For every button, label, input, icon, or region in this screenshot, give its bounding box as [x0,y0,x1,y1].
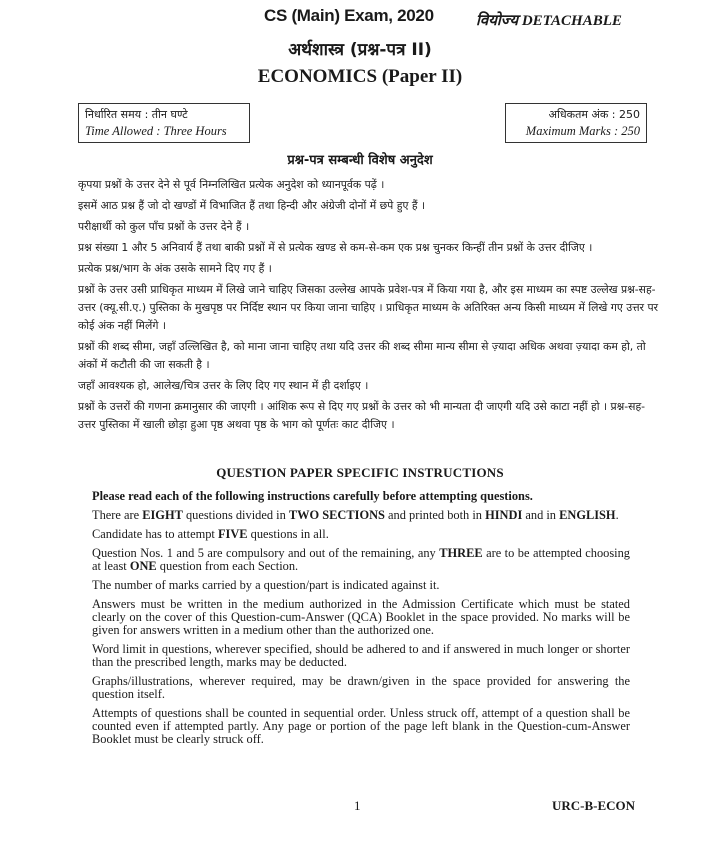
instructions-english [92,490,630,752]
page-number: 1 [354,798,361,813]
instruction-english-1: There are EIGHT questions divided in TWO SECTIONS and printed both in HINDI and in ENGLISH. [92,508,619,522]
instruction-hindi-8: जहाँ आवश्यक हो, आलेख/चित्र उत्तर के लिए दिए गए स्थान में ही दर्शाइए । [78,379,369,392]
instruction-hindi-7: प्रश्नों की शब्द सीमा, जहाँ उल्लिखित है, को माना जाना चाहिए तथा यदि उत्तर की शब्द सीमा मान्य सीमा से ज़्यादा अधिक अथवा ज़्यादा कम हो, तो अंकों में कटौती की जा सकती है । [78,340,646,371]
time-allowed-hindi: निर्धारित समय : तीन घण्टे [85,108,188,121]
time-allowed-english: Time Allowed : Three Hours [85,124,227,138]
instruction-hindi-2: इसमें आठ प्रश्न हैं जो दो खण्डों में विभाजित हैं तथा हिन्दी और अंग्रेजी दोनों में छपे हुए हैं । [78,199,426,212]
instruction-hindi-4: प्रश्न संख्या 1 और 5 अनिवार्य हैं तथा बाकी प्रश्नों में से प्रत्येक खण्ड से कम-से-कम एक प्रश्न चुनकर किन्हीं तीन प्रश्नों के उत्तर दीजिए । [78,241,593,254]
instruction-english-4: The number of marks carried by a question/part is indicated against it. [92,578,440,592]
detachable-label: वियोज्य DETACHABLE [476,13,622,29]
instruction-hindi-3: परीक्षार्थी को कुल पाँच प्रश्नों के उत्तर देने हैं । [78,220,250,233]
instructions-heading-hindi: प्रश्न-पत्र सम्बन्धी विशेष अनुदेश [287,153,433,168]
instruction-english-6: Word limit in questions, wherever specified, should be adhered to and if answered in much longer or shorter than the prescribed length, marks may be deducted. [92,642,630,669]
subject-title-hindi: अर्थशास्त्र (प्रश्न-पत्र II) [288,40,432,60]
instruction-english-3: Question Nos. 1 and 5 are compulsory and out of the remaining, any THREE are to be attempted choosing at least ONE question from each Section. [92,546,631,573]
time-allowed-box [78,103,250,143]
instruction-hindi-1: कृपया प्रश्नों के उत्तर देने से पूर्व निम्नलिखित प्रत्येक अनुदेश को ध्यानपूर्वक पढ़ें । [78,178,385,191]
instruction-hindi-6: प्रश्नों के उत्तर उसी प्राधिकृत माध्यम में लिखे जाने चाहिए जिसका उल्लेख आपके प्रवेश-पत्र में किया गया है, और इस माध्यम का स्पष्ट उल्लेख प्रश्न-सह-उत्तर (क्यू.सी.ए.) पुस्तिका के मुखपृष्ठ पर निर्दिष्ट स्थान पर किया जाना चाहिए । प्राधिकृत माध्यम के अतिरिक्त अन्य किसी माध्यम में लिखे गए उत्तर पर कोई अंक नहीं मिलेंगे । [78,283,659,332]
exam-title: CS (Main) Exam, 2020 [264,6,434,25]
instruction-intro [92,490,630,503]
subject-title-english: ECONOMICS (Paper II) [257,66,463,87]
maximum-marks-box [505,103,647,143]
instructions-heading-english: QUESTION PAPER SPECIFIC INSTRUCTIONS [216,465,504,480]
instructions-hindi [78,176,658,437]
paper-code: URC-B-ECON [552,798,636,813]
instruction-hindi-9: प्रश्नों के उत्तरों की गणना क्रमानुसार की जाएगी । आंशिक रूप से दिए गए प्रश्नों के उत्तर को भी मान्यता दी जाएगी यदि उसे काटा नहीं हो । प्रश्न-सह-उत्तर पुस्तिका में खाली छोड़ा हुआ पृष्ठ अथवा पृष्ठ के भाग को पूर्णतः काट दीजिए । [78,400,646,431]
instruction-english-7: Graphs/illustrations, wherever required, may be drawn/given in the space provided for answering the question itself. [92,674,630,701]
instruction-english-2: Candidate has to attempt FIVE questions in all. [92,527,329,541]
instruction-english-5: Answers must be written in the medium authorized in the Admission Certificate which must be stated clearly on the cover of this Question-cum-Answer (QCA) Booklet in the space provided. No marks will be given for answers written in a medium other than the authorized one. [92,597,630,637]
instruction-hindi-5: प्रत्येक प्रश्न/भाग के अंक उसके सामने दिए गए हैं । [78,262,272,275]
maximum-marks-hindi: अधिकतम अंक : 250 [548,108,640,121]
maximum-marks-english: Maximum Marks : 250 [525,124,640,138]
instruction-english-8: Attempts of questions shall be counted in sequential order. Unless struck off, attempt of a question shall be counted even if attempted partly. Any page or portion of the page left blank in the Question-cum-Answer Booklet must be clearly struck off. [92,706,630,746]
instruction-intro-text: Please read each of the following instructions carefully before attempting questions. [92,489,533,503]
